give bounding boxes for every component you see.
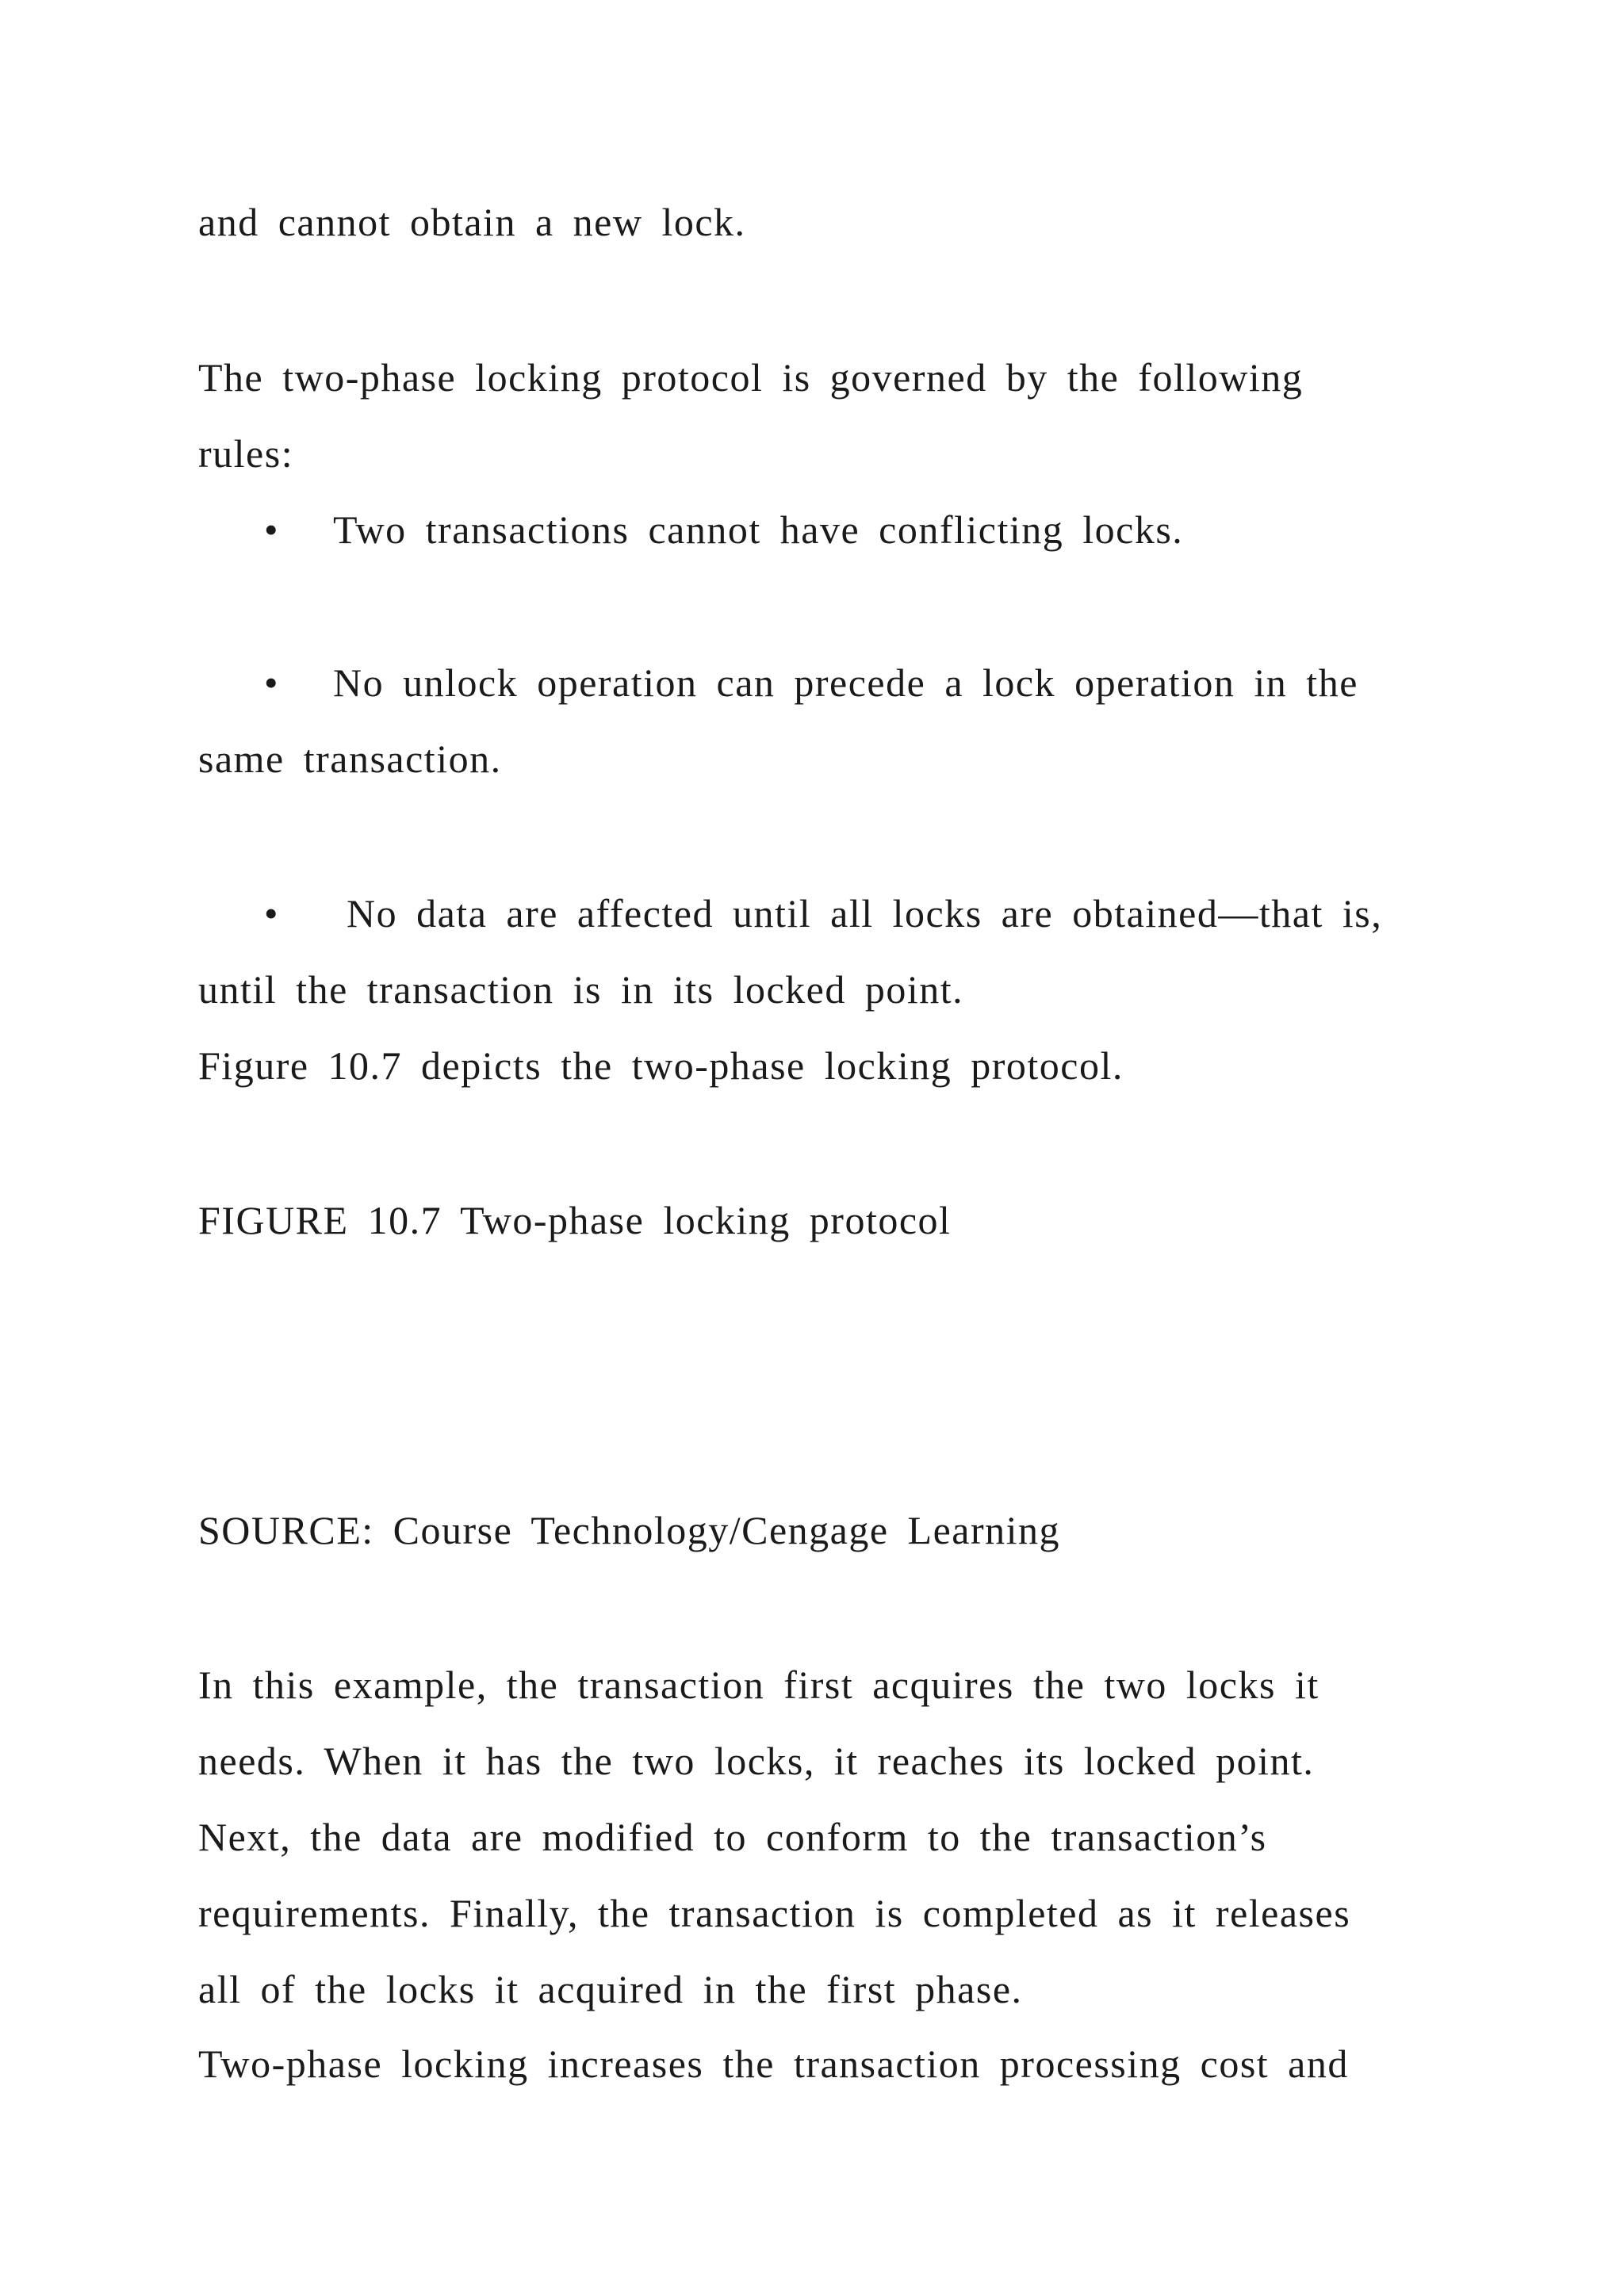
text-line: Two-phase locking increases the transaction processing cost and	[198, 2042, 1349, 2086]
bullet-icon: •	[264, 507, 280, 552]
figure-caption: FIGURE 10.7 Two-phase locking protocol	[198, 1198, 952, 1242]
text-line: and cannot obtain a new lock.	[198, 200, 746, 244]
text-line: Next, the data are modified to conform to the transaction’s	[198, 1815, 1267, 1859]
bullet-item-text: Two transactions cannot have conflicting locks.	[333, 507, 1184, 552]
bullet-item-text: No unlock operation can precede a lock operation in the	[333, 660, 1358, 705]
text-line: needs. When it has the two locks, it reaches its locked point.	[198, 1739, 1315, 1783]
text-line: until the transaction is in its locked point.	[198, 967, 964, 1012]
text-line: rules:	[198, 431, 294, 476]
text-line: In this example, the transaction first acquires the two locks it	[198, 1663, 1320, 1707]
figure-source: SOURCE: Course Technology/Cengage Learning	[198, 1508, 1061, 1552]
bullet-icon: •	[264, 660, 280, 705]
text-line: all of the locks it acquired in the first phase.	[198, 1967, 1023, 2011]
bullet-item-text: No data are affected until all locks are obtained—that is,	[347, 891, 1383, 936]
text-line: Figure 10.7 depicts the two-phase locking protocol.	[198, 1043, 1124, 1088]
text-line: requirements. Finally, the transaction is completed as it releases	[198, 1891, 1351, 1935]
text-line: The two-phase locking protocol is governed by the following	[198, 355, 1304, 400]
text-line: same transaction.	[198, 737, 502, 781]
bullet-icon: •	[264, 891, 280, 936]
